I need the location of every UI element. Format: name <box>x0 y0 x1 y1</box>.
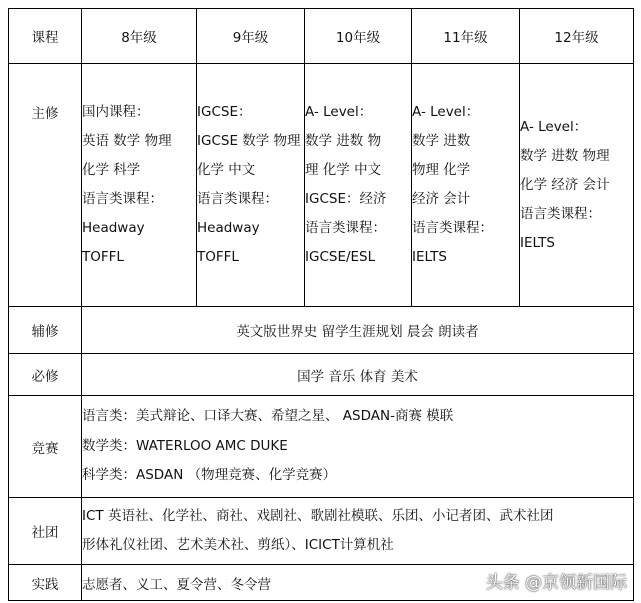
competition-line-science: 科学类：ASDAN （物理竞赛、化学竞赛） <box>82 467 337 484</box>
competition-line-math: 数学类：WATERLOO AMC DUKE <box>82 437 288 454</box>
grade-11-header: 11年级 <box>412 9 520 64</box>
curriculum-table <box>8 8 634 601</box>
major-g12-line: A- Level： <box>520 118 588 135</box>
clubs-line: 形体礼仪社团、艺术美术社、剪纸）、ICICT计算机社 <box>82 537 394 553</box>
clubs-list <box>82 498 634 565</box>
clubs-row <box>9 498 634 565</box>
required-label: 必修 <box>9 354 82 396</box>
major-label: 主修 <box>9 64 82 307</box>
header-label: 课程 <box>9 9 82 64</box>
competition-row <box>9 396 634 498</box>
competition-list <box>82 396 634 498</box>
major-g8-line: 国内课程： <box>82 104 150 120</box>
major-grade-12 <box>520 64 634 307</box>
major-grade-10 <box>305 64 412 307</box>
major-g11-line: IELTS <box>412 249 447 265</box>
minor-courses: 英文版世界史 留学生涯规划 晨会 朗读者 <box>82 307 634 354</box>
major-g12-line: 语言类课程： <box>520 205 601 222</box>
watermark-text: 头条 @京领新国际 <box>485 573 627 593</box>
practice-activities: 志愿者、义工、夏令营、冬令营 <box>82 565 634 601</box>
major-g10-line: IGCSE：经济 <box>305 191 387 207</box>
clubs-label: 社团 <box>9 498 82 565</box>
major-g11-line: 经济 会计 <box>412 191 471 207</box>
major-g9-line: IGCSE： <box>197 104 252 120</box>
major-g9-line: IGCSE 数学 物理 <box>197 133 301 149</box>
major-g8-line: 化学 科学 <box>82 162 141 178</box>
minor-row <box>9 307 634 354</box>
grade-10-header: 10年级 <box>305 9 412 64</box>
major-g10-line: A- Level： <box>305 104 373 120</box>
major-g10-line: 理 化学 中文 <box>305 162 382 178</box>
major-g9-line: Headway <box>197 220 260 236</box>
major-g11-line: A- Level： <box>412 104 480 120</box>
major-g10-line: IGCSE/ESL <box>305 249 376 265</box>
major-grade-11 <box>412 64 520 307</box>
major-g11-line: 物理 化学 <box>412 162 471 178</box>
major-g9-line: TOFFL <box>197 249 239 265</box>
grade-12-header: 12年级 <box>520 9 634 64</box>
grade-8-header: 8年级 <box>82 9 197 64</box>
competition-line-language: 语言类：美式辩论、口译大赛、希望之星、 ASDAN-商赛 模联 <box>82 408 454 425</box>
major-g12-line: IELTS <box>520 234 555 251</box>
major-g12-line: 数学 进数 物理 <box>520 147 610 164</box>
major-g11-line: 语言类课程： <box>412 220 493 236</box>
major-g8-line: 语言类课程： <box>82 191 163 207</box>
practice-label: 实践 <box>9 565 82 601</box>
major-grade-9 <box>197 64 305 307</box>
major-g10-line: 数学 进数 物 <box>305 133 382 149</box>
major-g10-line: 语言类课程： <box>305 220 386 236</box>
required-courses: 国学 音乐 体育 美术 <box>82 354 634 396</box>
major-g9-line: 化学 中文 <box>197 162 256 178</box>
grade-9-header: 9年级 <box>197 9 305 64</box>
header-row <box>9 9 634 64</box>
clubs-line: ICT 英语社、化学社、商社、戏剧社、歌剧社模联、乐团、小记者团、武术社团 <box>82 507 554 524</box>
minor-label: 辅修 <box>9 307 82 354</box>
major-g11-line: 数学 进数 <box>412 133 471 149</box>
major-g8-line: 英语 数学 物理 <box>82 133 172 149</box>
major-grade-8 <box>82 64 197 307</box>
required-row <box>9 354 634 396</box>
major-g8-line: TOFFL <box>82 249 124 265</box>
major-g9-line: 语言类课程： <box>197 191 278 207</box>
major-row <box>9 64 634 307</box>
major-g12-line: 化学 经济 会计 <box>520 176 610 193</box>
major-g8-line: Headway <box>82 220 145 236</box>
competition-label: 竞赛 <box>9 396 82 498</box>
watermark <box>486 568 627 593</box>
